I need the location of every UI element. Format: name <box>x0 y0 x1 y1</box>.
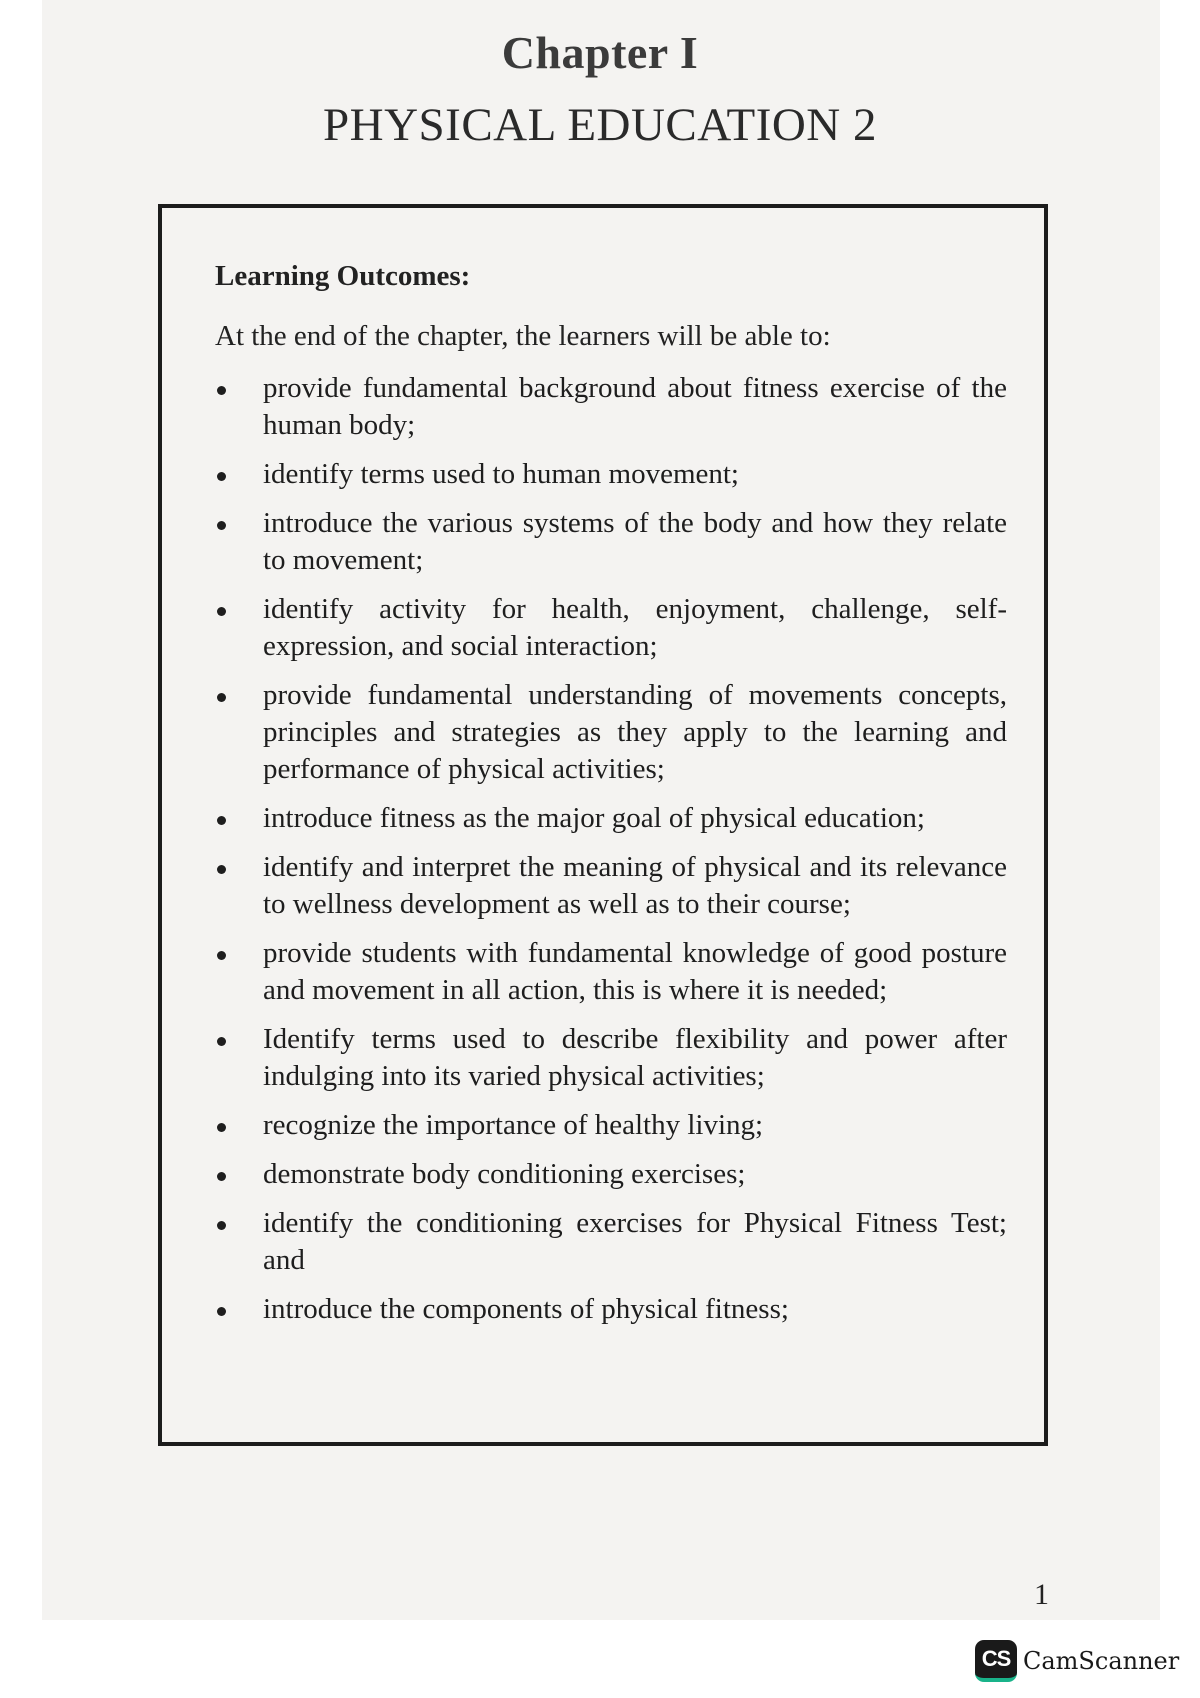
bullet-icon <box>217 1123 226 1132</box>
bullet-icon <box>217 693 226 702</box>
outcome-text: provide fundamental understanding of movements concepts, principles and strategies as they apply to the learning and performance of physical activities; <box>263 679 1007 785</box>
outcome-item <box>215 1107 1007 1144</box>
chapter-label: Chapter I <box>501 27 699 78</box>
bullet-icon <box>217 521 226 530</box>
outcome-text: identify the conditioning exercises for Physical Fitness Test; and <box>263 1207 1007 1276</box>
bullet-icon <box>217 865 226 874</box>
bullet-icon <box>217 607 226 616</box>
camscanner-name: CamScanner <box>1023 1647 1180 1675</box>
learning-outcomes-intro: At the end of the chapter, the learners will be able to: <box>215 320 831 352</box>
outcome-item <box>215 677 1007 788</box>
bullet-icon <box>217 472 226 481</box>
outcome-item <box>215 1156 1007 1193</box>
outcome-item <box>215 1021 1007 1095</box>
bullet-icon <box>217 1221 226 1230</box>
outcome-text: demonstrate body conditioning exercises; <box>263 1158 746 1190</box>
bullet-icon <box>217 386 226 395</box>
camscanner-logo-icon: CS <box>975 1640 1017 1682</box>
outcome-text: recognize the importance of healthy living; <box>263 1109 764 1141</box>
outcome-item <box>215 456 1007 493</box>
outcome-text: provide fundamental background about fitness exercise of the human body; <box>263 372 1007 441</box>
bullet-icon <box>217 1037 226 1046</box>
bullet-icon <box>217 1172 226 1181</box>
outcome-text: identify terms used to human movement; <box>263 458 739 490</box>
page-number: 1 <box>1034 1578 1049 1611</box>
learning-outcomes-heading: Learning Outcomes: <box>215 260 471 292</box>
bullet-icon <box>217 951 226 960</box>
outcome-item <box>215 370 1007 444</box>
outcome-item <box>215 1205 1007 1279</box>
outcome-text: introduce the various systems of the body and how they relate to movement; <box>263 507 1007 576</box>
outcome-item <box>215 591 1007 665</box>
outcome-text: identify and interpret the meaning of physical and its relevance to wellness development as well as to their course; <box>263 851 1007 920</box>
learning-outcomes-list <box>215 370 1007 1340</box>
outcome-item <box>215 505 1007 579</box>
outcome-item <box>215 935 1007 1009</box>
bullet-icon <box>217 816 226 825</box>
outcome-text: introduce fitness as the major goal of physical education; <box>263 802 925 834</box>
bullet-icon <box>217 1307 226 1316</box>
outcome-item <box>215 849 1007 923</box>
outcome-text: introduce the components of physical fitness; <box>263 1293 789 1325</box>
camscanner-watermark <box>975 1640 1179 1682</box>
outcome-item <box>215 1291 1007 1328</box>
outcome-text: identify activity for health, enjoyment, challenge, self-expression, and social interaction; <box>263 593 1007 662</box>
outcome-item <box>215 800 1007 837</box>
chapter-title: PHYSICAL EDUCATION 2 <box>323 99 877 151</box>
outcome-text: provide students with fundamental knowledge of good posture and movement in all action, this is where it is needed; <box>263 937 1007 1006</box>
outcome-text: Identify terms used to describe flexibility and power after indulging into its varied physical activities; <box>263 1023 1007 1092</box>
learning-outcomes-box <box>158 204 1048 1446</box>
